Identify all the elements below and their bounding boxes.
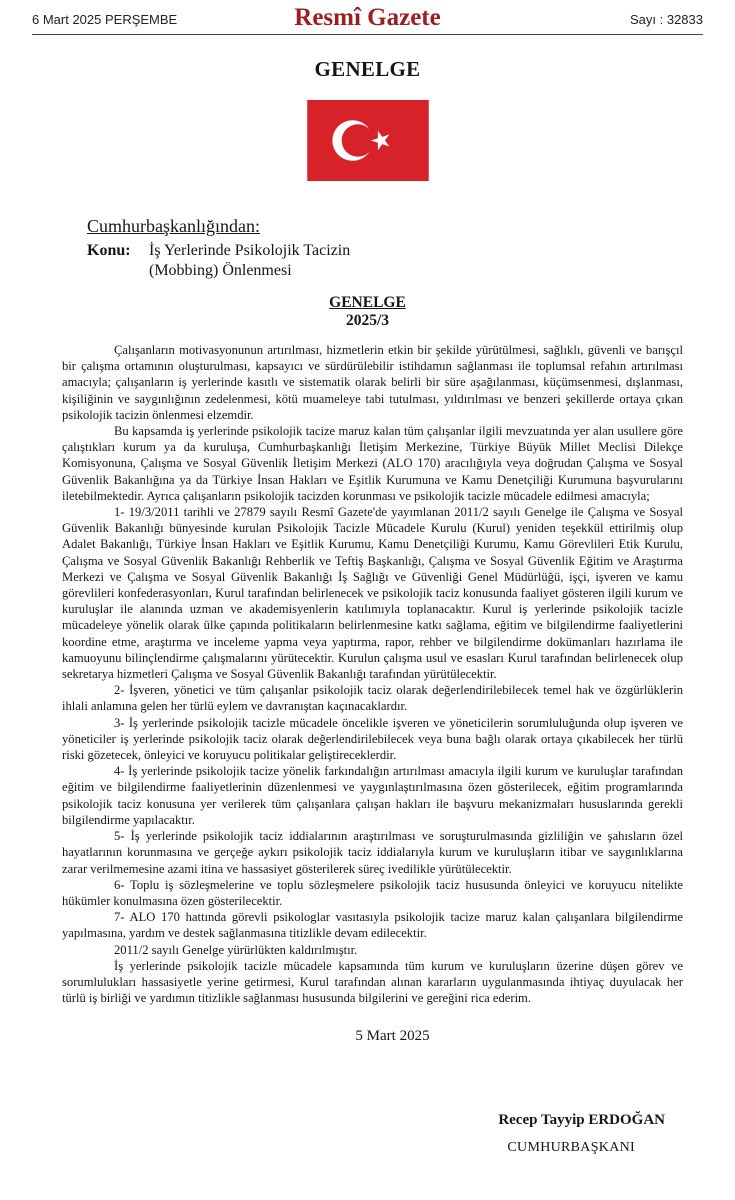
issue-number: Sayı : 32833 [630,12,703,27]
gazette-name: Resmî Gazete [294,4,441,31]
paragraph: Çalışanların motivasyonunun artırılması, hizmetlerin etkin bir şekilde yürütülmesi, sağlıklı, güvenli ve barışçıl bir çalışma ortamının oluşturulması, kapsayıcı ve sürdürülebilir istihdamın sağlanması ile toplumsal refahın artırılması amacıyla; çalışanların iş yerlerinde kasıtlı ve sistematik olarak belirli bir süre aşağılanması, küçümsenmesi, dışlanması, kişiliğinin ve saygınlığının zedelenmesi, kötü muameleye tabi tutulması, yıldırılması ve benzeri şekillerde ortaya çıkan psikolojik tacizin önlenmesi elzemdir. [62,343,683,422]
circular-title: GENELGE [329,294,406,311]
signer-name: Recep Tayyip ERDOĞAN [498,1112,665,1128]
subject [87,241,713,281]
masthead [32,0,703,35]
circular-body [62,342,683,1006]
paragraph: 6- Toplu iş sözleşmelerine ve toplu sözleşmelere psikolojik taciz hususunda önleyici ve koruyucu nitelikte hükümler konulmasına özen gösterilecektir. [62,877,683,908]
document-type: GENELGE [314,57,421,81]
paragraph: 7- ALO 170 hattında görevli psikologlar vasıtasıyla psikolojik tacize maruz kalan çalışanlara bilgilendirme yapılmasına, yardım ve destek sağlanmasına titizlikle devam edilecektir. [62,910,683,941]
turkish-flag-icon [307,100,429,181]
paragraph: Bu kapsamda iş yerlerinde psikolojik tacize maruz kalan tüm çalışanlar ilgili mevzuatında yer alan usullere göre çalıştıkları kurum ya da kuruluşa, Cumhurbaşkanlığı İletişim Merkezine, Türkiye Büyük Millet Meclisi Dilekçe Komisyonuna, Çalışma ve Sosyal Güvenlik İletişim Merkezi (ALO 170) aracılığıyla veya doğrudan Çalışma ve Sosyal Güvenlik Bakanlığına ya da Türkiye İnsan Hakları ve Eşitlik Kurumuna ve Kamu Denetçiliği Kurumuna başvurularını iletebilmektedir. Ayrıca çalışanların psikolojik tacizden korunması ve psikolojik tacizle mücadele edilmesi amacıyla; [62,424,683,503]
issuer: Cumhurbaşkanlığından: [87,216,260,236]
paragraph: İş yerlerinde psikolojik tacizle mücadele kapsamında tüm kurum ve kuruluşların üzerine düşen görev ve sorumlulukları hassasiyetle yerine getirmesi, Kurul tarafından alınan kararların uygulanmasında ihtiyaç duyulacak her türlü iş birliği ve yardımın titizlikle sağlanması hususunda bilgilerini ve gereğini rica ederim. [62,958,683,1006]
issue-date: 6 Mart 2025 PERŞEMBE [32,12,178,27]
paragraph: 5- İş yerlerinde psikolojik taciz iddialarının araştırılması ve soruşturulmasında gizliliğin ve şahısların özel hayatlarının korunmasına ve gerçeğe aykırı psikolojik taciz iddialarıyla kurum ve kuruluşların itibar ve saygınlıklarına zarar verilmemesine azami itina ve hassasiyet gösterilerek süreç ivedilikle yürütülecektir. [62,829,683,876]
paragraph: 4- İş yerlerinde psikolojik tacize yönelik farkındalığın artırılması amacıyla ilgili kurum ve kuruluşlar tarafından eğitim ve bilgilendirme faaliyetlerinin düzenlenmesi ve yaygınlaştırılmasına özen gösterilecek, eğitim programlarında psikolojik taciz konusuna yer verilerek tüm çalışanlara çalışan hakları ile başvuru mekanizmaları hususlarında gerekli bilgilendirme yapılacaktır. [62,764,683,827]
subject-text: İş Yerlerinde Psikolojik Tacizin (Mobbing) Önlenmesi [149,242,351,279]
flag-container [22,100,713,186]
paragraph: 2011/2 sayılı Genelge yürürlükten kaldırılmıştır. [114,942,358,957]
paragraph: 3- İş yerlerinde psikolojik tacizle mücadele öncelikle işveren ve yöneticilerin sorumluluğunda olup işveren ve yöneticiler iş yerlerinde psikolojik taciz olarak değerlendirilebilecek veya buna bağlı olarak ortaya çıkabilecek her türlü riski gözetecek, önleyici ve koruyucu politikalar geliştireceklerdir. [62,715,683,763]
signer-title: CUMHURBAŞKANI [507,1140,635,1155]
circular-number: 2025/3 [345,312,390,329]
paragraph: 2- İşveren, yönetici ve tüm çalışanlar psikolojik taciz olarak değerlendirilebilecek temel hak ve özgürlüklerin ihlali anlamına gelen her türlü eylem ve davranıştan kaçınacaklardır. [62,683,683,714]
circular-date: 5 Mart 2025 [355,1028,430,1045]
subject-label: Konu: [87,242,131,259]
paragraph: 1- 19/3/2011 tarihli ve 27879 sayılı Resmî Gazete'de yayımlanan 2011/2 sayılı Genelge ile Çalışma ve Sosyal Güvenlik Bakanlığı bünyesinde kurulan Psikolojik Tacizle Mücadele Kurulu (Kurul) yeniden teşekkül ettirilmiş olup Adalet Bakanlığı, Türkiye İnsan Hakları ve Eşitlik Kurumu, Kamu Denetçiliği Kurumu, Kamu Görevlileri Etik Kurulu, Çalışma ve Sosyal Güvenlik Bakanlığı Rehberlik ve Teftiş Başkanlığı, Çalışma ve Sosyal Güvenlik Eğitim ve Araştırma Merkezi ve Çalışma ve Sosyal Güvenlik Bakanlığı İş Sağlığı ve Güvenliği Genel Müdürlüğü, işçi, işveren ve kamu görevlileri konfederasyonları, Kurul tarafından belirlenecek ve psikolojik taciz konusunda faaliyet gösteren ilgili kurum ve kuruluşlar ile alanında uzman ve akademisyenlerin katılımıyla toplanacaktır. Kurul iş yerlerinde psikolojik tacizle mücadeleye yönelik olarak ülke çapında politikaların belirlenmesine katkı sağlama, eğitim ve bilgilendirme faaliyetlerini koordine etme, araştırma ve inceleme yapma veya yaptırma, rapor, rehber ve bilgilendirme dokümanları hazırlama ile kamuoyunu bilinçlendirme çalışmalarını yürütecektir. Kurulun çalışma usul ve esasları Kurul tarafından belirlenecek olup sekretarya hizmetleri Çalışma ve Sosyal Güvenlik Bakanlığı tarafından yürütülecektir. [62,505,683,682]
